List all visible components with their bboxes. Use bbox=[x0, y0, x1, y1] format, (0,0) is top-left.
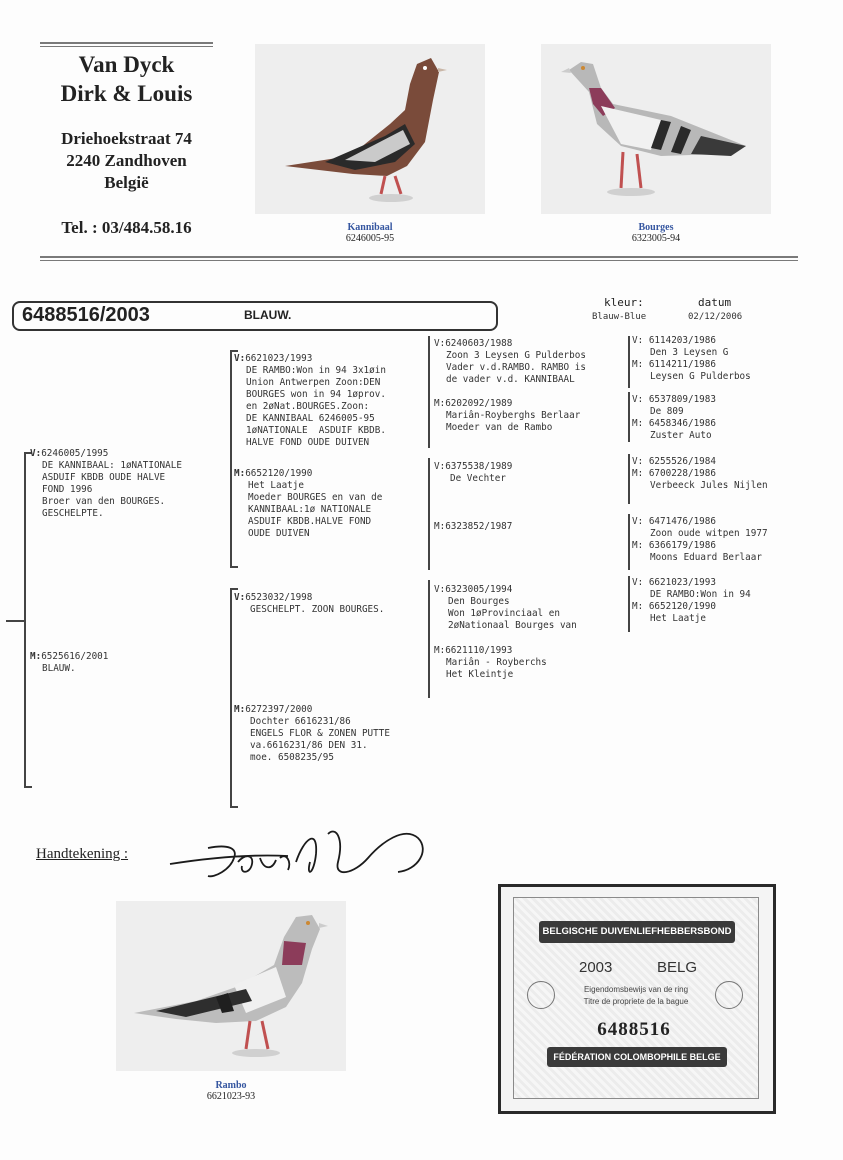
breeder-country: België bbox=[104, 173, 149, 192]
signature-label: Handtekening : bbox=[36, 846, 129, 862]
ggg5-v-ring: 6621023/1993 bbox=[648, 577, 716, 588]
caption-bourges bbox=[541, 222, 771, 244]
pigeon-kannibaal-image bbox=[255, 44, 485, 214]
certificate-ring-number: 6488516 bbox=[597, 1019, 671, 1040]
ggp-fff-entry bbox=[434, 338, 586, 386]
fff-text: Zoon 3 Leysen G Pulderbos Vader v.d.RAMBO. RAMBO is de vader v.d. KANNIBAAL bbox=[446, 350, 586, 385]
certificate-seal-left bbox=[527, 981, 555, 1009]
header-rule-bottom-thin bbox=[40, 260, 798, 261]
ff-ring: 6621023/1993 bbox=[245, 353, 313, 364]
ggg2-m-text: Zuster Auto bbox=[650, 430, 712, 441]
ggg1-v-ring: 6114203/1986 bbox=[648, 335, 716, 346]
ggg2-v-prefix: V: bbox=[632, 394, 644, 405]
ff-prefix: V: bbox=[234, 353, 246, 364]
ggg1-v-text: Den 3 Leysen G bbox=[650, 347, 729, 358]
photo-rambo bbox=[116, 901, 346, 1071]
caption-kannibaal bbox=[255, 222, 485, 244]
bracket-mother-parents bbox=[230, 588, 232, 808]
breeder-name-line2: Dirk & Louis bbox=[60, 81, 193, 106]
ffm-prefix: M: bbox=[434, 398, 446, 409]
kleur-value: Blauw-Blue bbox=[592, 312, 647, 322]
mother-entry bbox=[30, 651, 108, 675]
ggg1-v-prefix: V: bbox=[632, 335, 644, 346]
pigeon-bourges-image bbox=[541, 44, 771, 214]
mother-text: BLAUW. bbox=[42, 663, 76, 674]
tick-mm-end bbox=[230, 806, 238, 808]
bird-ring: 6488516/2003 bbox=[22, 304, 150, 326]
gggp-5 bbox=[632, 577, 751, 625]
ggg2-m-prefix: M: bbox=[632, 418, 644, 429]
ggg3-m-prefix: M: bbox=[632, 468, 644, 479]
ggg1-m-text: Leysen G Pulderbos bbox=[650, 371, 751, 382]
certificate-org-fr: FÉDÉRATION COLOMBOPHILE BELGE bbox=[547, 1047, 727, 1067]
ggg3-m-text: Verbeeck Jules Nijlen bbox=[650, 480, 768, 491]
mff-ring: 6323005/1994 bbox=[445, 584, 513, 595]
grandfather-ff-entry bbox=[234, 353, 386, 449]
bracket-mf-parents bbox=[428, 580, 430, 698]
breeder-city: 2240 Zandhoven bbox=[66, 151, 187, 170]
header-rule-top bbox=[40, 42, 213, 44]
photo-bourges bbox=[541, 44, 771, 214]
grandmother-mm-entry bbox=[234, 704, 390, 764]
fm-ring: 6652120/1990 bbox=[245, 468, 313, 479]
mm-text: Dochter 6616231/86 ENGELS FLOR & ZONEN PUTTE va.6616231/86 DEN 31. moe. 6508235/95 bbox=[250, 716, 390, 763]
fmf-prefix: V: bbox=[434, 461, 446, 472]
tick-fm-end bbox=[230, 566, 238, 568]
bracket-ggg-1 bbox=[628, 336, 630, 388]
kleur-label: kleur: bbox=[604, 296, 644, 309]
ggg2-v-ring: 6537809/1983 bbox=[648, 394, 716, 405]
ggp-ffm-entry bbox=[434, 398, 580, 434]
ffm-ring: 6202092/1989 bbox=[445, 398, 513, 409]
ggp-fmf-entry bbox=[434, 461, 512, 485]
bracket-father-parents bbox=[230, 350, 232, 568]
certificate-line-fr: Titre de propriete de la bague bbox=[583, 997, 689, 1006]
caption-kannibaal-ring: 6246005-95 bbox=[345, 233, 395, 244]
certificate-org-nl: BELGISCHE DUIVENLIEFHEBBERSBOND bbox=[539, 921, 735, 943]
breeder-name-line1: Van Dyck bbox=[78, 52, 175, 77]
ggg4-v-text: Zoon oude witpen 1977 bbox=[650, 528, 768, 539]
fmm-ring: 6323852/1987 bbox=[445, 521, 513, 532]
datum-value: 02/12/2006 bbox=[688, 312, 743, 322]
handwritten-signature bbox=[168, 818, 438, 886]
mfm-ring: 6621110/1993 bbox=[445, 645, 513, 656]
bracket-ggg-5 bbox=[628, 576, 630, 632]
ggp-mfm-entry bbox=[434, 645, 547, 681]
grandmother-fm-entry bbox=[234, 468, 382, 540]
gggp-4 bbox=[632, 516, 768, 564]
header-rule-bottom bbox=[40, 256, 798, 258]
fmf-text: De Vechter bbox=[450, 473, 506, 484]
gggp-2 bbox=[632, 394, 716, 442]
mf-ring: 6523032/1998 bbox=[245, 592, 313, 603]
ggg2-v-text: De 809 bbox=[650, 406, 684, 417]
caption-bourges-ring: 6323005-94 bbox=[631, 233, 681, 244]
mfm-prefix: M: bbox=[434, 645, 446, 656]
mff-prefix: V: bbox=[434, 584, 446, 595]
ggg3-m-ring: 6700228/1986 bbox=[648, 468, 716, 479]
grandfather-mf-entry bbox=[234, 592, 384, 616]
fmm-prefix: M: bbox=[434, 521, 446, 532]
ggg5-v-text: DE RAMBO:Won in 94 bbox=[650, 589, 751, 600]
bracket-ggg-2 bbox=[628, 392, 630, 442]
mother-prefix: M: bbox=[30, 651, 42, 662]
tick-mf bbox=[230, 588, 238, 590]
caption-rambo-name: Rambo bbox=[215, 1080, 247, 1091]
fff-prefix: V: bbox=[434, 338, 446, 349]
certificate-year: 2003 bbox=[579, 959, 613, 976]
root-connector bbox=[6, 620, 24, 622]
breeder-address bbox=[40, 128, 213, 194]
ggp-mff-entry bbox=[434, 584, 577, 632]
breeder-street: Driehoekstraat 74 bbox=[61, 129, 192, 148]
photo-kannibaal bbox=[255, 44, 485, 214]
certificate-country: BELG bbox=[657, 959, 698, 976]
breeder-name bbox=[40, 50, 213, 108]
father-prefix: V: bbox=[30, 448, 42, 459]
caption-kannibaal-name: Kannibaal bbox=[347, 222, 393, 233]
fff-ring: 6240603/1988 bbox=[445, 338, 513, 349]
caption-rambo bbox=[116, 1080, 346, 1102]
bracket-ggg-4 bbox=[628, 514, 630, 570]
mfm-text: Mariân - Royberchs Het Kleintje bbox=[446, 657, 547, 680]
ggg4-m-ring: 6366179/1986 bbox=[648, 540, 716, 551]
ggp-fmm-entry bbox=[434, 521, 512, 533]
ff-text: DE RAMBO:Won in 94 3x1øin Union Antwerpen Zoon:DEN BOURGES won in 94 1øprov. en 2øNat.BOURGES.Zoon: DE KANNIBAAL 6246005-95 1øNATIONALE ASDUIF KBDB. HALVE FOND OUDE DUIVEN bbox=[246, 365, 386, 448]
ggg5-m-text: Het Laatje bbox=[650, 613, 706, 624]
header-rule-top-thin bbox=[40, 46, 213, 47]
ffm-text: Mariân-Royberghs Berlaar Moeder van de Rambo bbox=[446, 410, 581, 433]
bracket-ff-parents bbox=[428, 336, 430, 448]
ggg2-m-ring: 6458346/1986 bbox=[648, 418, 716, 429]
ownership-certificate bbox=[498, 884, 776, 1114]
mm-ring: 6272397/2000 bbox=[245, 704, 313, 715]
gggp-3 bbox=[632, 456, 768, 492]
certificate-line-nl: Eigendomsbewijs van de ring bbox=[583, 985, 689, 994]
bracket-ggg-3 bbox=[628, 454, 630, 504]
ggg5-m-ring: 6652120/1990 bbox=[648, 601, 716, 612]
ggg1-m-prefix: M: bbox=[632, 359, 644, 370]
father-ring: 6246005/1995 bbox=[41, 448, 109, 459]
bracket-parents-bottom bbox=[24, 786, 32, 788]
fm-text: Het Laatje Moeder BOURGES en van de KANNIBAAL:1ø NATIONALE ASDUIF KBDB.HALVE FOND OUDE DUIVEN bbox=[248, 480, 383, 539]
caption-bourges-name: Bourges bbox=[638, 222, 674, 233]
mother-ring: 6525616/2001 bbox=[41, 651, 109, 662]
ggg5-v-prefix: V: bbox=[632, 577, 644, 588]
ggg4-v-prefix: V: bbox=[632, 516, 644, 527]
tick-ff bbox=[230, 350, 238, 352]
ggg4-m-prefix: M: bbox=[632, 540, 644, 551]
datum-label: datum bbox=[698, 296, 732, 309]
certificate-crown-seal bbox=[715, 981, 743, 1009]
ggg3-v-prefix: V: bbox=[632, 456, 644, 467]
gggp-1 bbox=[632, 335, 751, 383]
ggg4-m-text: Moons Eduard Berlaar bbox=[650, 552, 762, 563]
mff-text: Den Bourges Won 1øProvinciaal en 2øNationaal Bourges van bbox=[448, 596, 577, 631]
ggg1-m-ring: 6114211/1986 bbox=[648, 359, 716, 370]
fmf-ring: 6375538/1989 bbox=[445, 461, 513, 472]
breeder-phone: Tel. : 03/484.58.16 bbox=[61, 218, 192, 237]
bracket-parents bbox=[24, 452, 26, 788]
fm-prefix: M: bbox=[234, 468, 246, 479]
bracket-fm-parents bbox=[428, 458, 430, 570]
mf-prefix: V: bbox=[234, 592, 246, 603]
father-entry bbox=[30, 448, 182, 520]
ggg4-v-ring: 6471476/1986 bbox=[648, 516, 716, 527]
ggg3-v-ring: 6255526/1984 bbox=[648, 456, 716, 467]
ggg5-m-prefix: M: bbox=[632, 601, 644, 612]
bird-color: BLAUW. bbox=[244, 308, 292, 322]
mf-text: GESCHELPT. ZOON BOURGES. bbox=[250, 604, 385, 615]
pigeon-rambo-image bbox=[116, 901, 346, 1071]
caption-rambo-ring: 6621023-93 bbox=[206, 1091, 256, 1102]
father-text: DE KANNIBAAL: 1øNATIONALE ASDUIF KBDB OUDE HALVE FOND 1996 Broer van den BOURGES. GESCHELPTE. bbox=[42, 460, 182, 519]
mm-prefix: M: bbox=[234, 704, 246, 715]
